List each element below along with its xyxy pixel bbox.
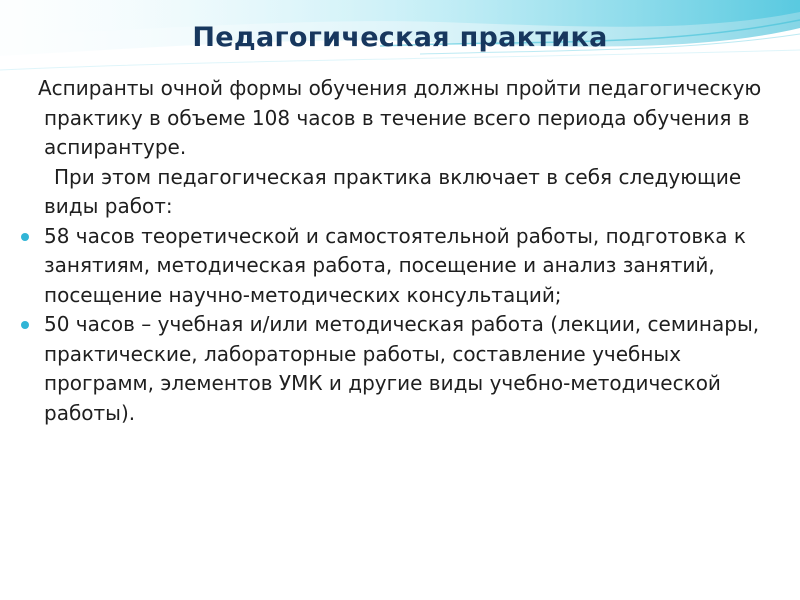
bullet-text: 50 часов – учебная и/или методическая работа (лекции, семинары, практические, лабораторные работы, составление учебных программ, элементов УМК и другие виды учебно-методической работы).: [44, 312, 760, 425]
slide-title: Педагогическая практика: [192, 22, 608, 53]
paragraph-work-types: При этом педагогическая практика включает в себя следующие виды работ:: [44, 164, 742, 218]
bullet-item: [0, 310, 770, 428]
bullet-item: [0, 222, 770, 311]
bullet-dot-icon: [21, 233, 29, 241]
bullet-dot-icon: [21, 321, 29, 329]
paragraph-intro: Аспиранты очной формы обучения должны пройти педагогическую практику в объеме 108 часов в течение всего периода обучения в аспирантуре.: [38, 76, 762, 159]
bullet-text: 58 часов теоретической и самостоятельной работы, подготовка к занятиям, методическая работа, посещение и анализ занятий, посещение научно-методических консультаций;: [44, 223, 746, 307]
slide-body: [0, 74, 800, 428]
